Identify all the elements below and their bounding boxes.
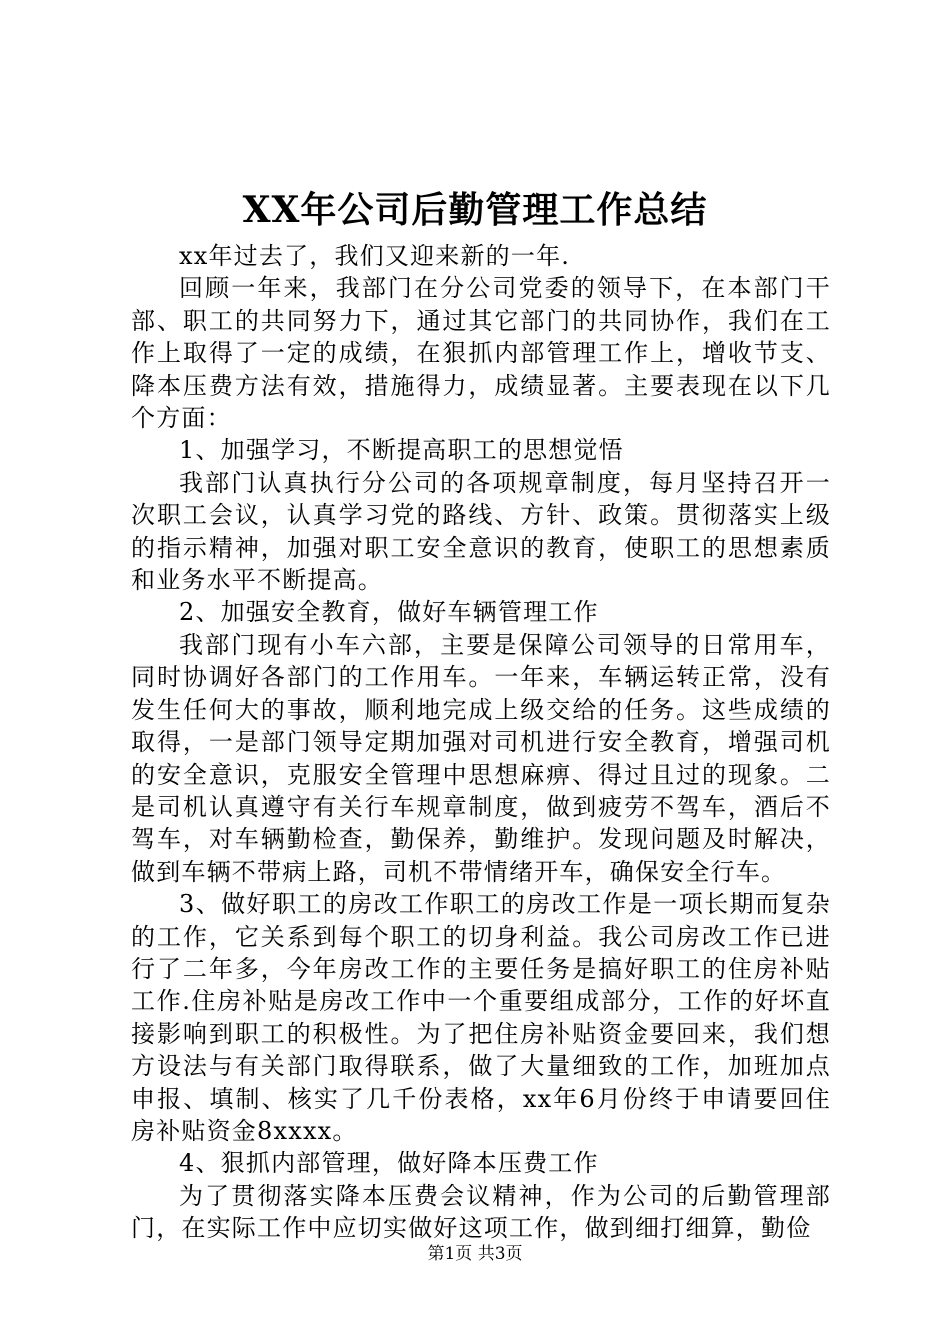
section-heading: 4、狠抓内部管理，做好降本压费工作: [179, 1149, 599, 1178]
paragraph: 回顾一年来，我部门在分公司党委的领导下，在本部门干部、职工的共同努力下，通过其它部门的共同协作，我们在工作上取得了一定的成绩，在狠抓内部管理工作上，增收节支、降本压费方法有效，措施得力，成绩显著。主要表现在以下几个方面：: [131, 274, 831, 433]
section-heading: 2、加强安全教育，做好车辆管理工作: [179, 598, 599, 627]
document-title: XX年公司后勤管理工作总结: [242, 189, 708, 231]
document-body: [131, 240, 831, 1245]
paragraph: 我部门现有小车六部，主要是保障公司领导的日常用车，同时协调好各部门的工作用车。一年来，车辆运转正常，没有发生任何大的事故，顺利地完成上级交给的任务。这些成绩的取得，一是部门领导定期加强对司机进行安全教育，增强司机的安全意识，克服安全管理中思想麻痹、得过且过的现象。二是司机认真遵守有关行车规章制度，做到疲劳不驾车，酒后不驾车，对车辆勤检查，勤保养，勤维护。发现问题及时解决，做到车辆不带病上路，司机不带情绪开车，确保安全行车。: [131, 630, 831, 886]
page-number: 第1页 共3页: [427, 1244, 523, 1264]
section-heading: 1、加强学习，不断提高职工的思想觉悟: [179, 436, 624, 465]
paragraph: 为了贯彻落实降本压费会议精神，作为公司的后勤管理部门，在实际工作中应切实做好这项工作，做到细打细算，勤俭: [131, 1181, 831, 1243]
paragraph: xx年过去了，我们又迎来新的一年.: [179, 242, 571, 270]
paragraph: 3、做好职工的房改工作职工的房改工作是一项长期而复杂的工作，它关系到每个职工的切身利益。我公司房改工作已进行了二年多，今年房改工作的主要任务是搞好职工的住房补贴工作.住房补贴是房改工作中一个重要组成部分，工作的好坏直接影响到职工的积极性。为了把住房补贴资金要回来，我们想方设法与有关部门取得联系，做了大量细致的工作，加班加点申报、填制、核实了几千份表格，xx年6月份终于申请要回住房补贴资金8xxxx。: [131, 890, 831, 1145]
paragraph: 我部门认真执行分公司的各项规章制度，每月坚持召开一次职工会议，认真学习党的路线、方针、政策。贯彻落实上级的指示精神，加强对职工安全意识的教育，使职工的思想素质和业务水平不断提高。: [131, 468, 831, 595]
